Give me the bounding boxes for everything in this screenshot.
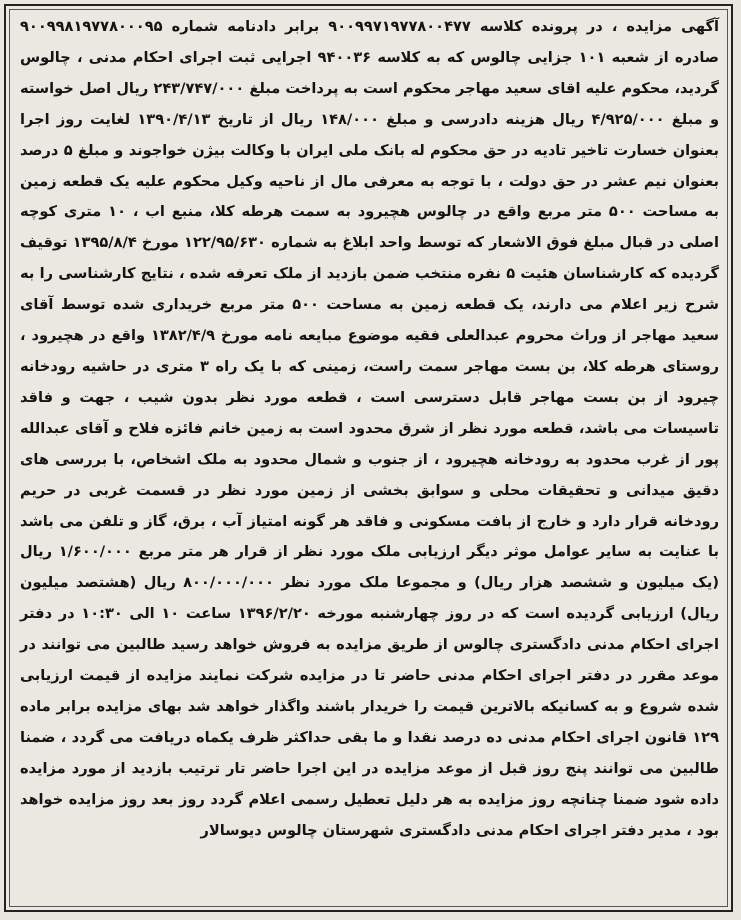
notice-frame [4, 4, 733, 912]
auction-notice-text: آگهی مزایده ، در پرونده کلاسه ۹۰۰۹۹۷۱۹۷۷۸۰۰۴۷۷ برابر دادنامه شماره ۹۰۰۹۹۸۱۹۷۷۸۰۰۰۹۵ صادره از شعبه ۱۰۱ جزایی چالوس که به کلاسه ۹۴۰۰۳۶ اجرایی ثبت اجرای احکام مدنی ، چالوس گردید، محکوم علیه اقای سعید مهاجر محکوم است به پرداخت مبلغ ۲۴۳/۷۴۷/۰۰۰ ریال اصل خواسته و مبلغ ۴/۹۲۵/۰۰۰ ریال هزینه دادرسی و مبلغ ۱۴۸/۰۰۰ ریال از تاریخ ۱۳۹۰/۴/۱۳ لغایت روز اجرا بعنوان خسارت تاخیر تادیه در حق محکوم له بانک ملی ایران با وکالت بیژن خواجوند و مبلغ ۵ درصد بعنوان نیم عشر در حق دولت ، با توجه به معرفی مال از ناحیه وکیل محکوم علیه یک قطعه زمین به مساحت ۵۰۰ متر مربع واقع در چالوس هچیرود به سمت هرطه کلا، منبع اب ، ۱۰ متری کوچه اصلی در قبال مبلغ فوق الاشعار که توسط واحد ابلاغ به شماره ۱۲۲/۹۵/۶۳۰ مورخ ۱۳۹۵/۸/۴ توقیف گردیده که کارشناسان هئیت ۵ نفره منتخب ضمن بازدید از ملک تعرفه شده ، نتایج کارشناسی را به شرح زیر اعلام می دارند، یک قطعه زمین به مساحت ۵۰۰ متر مربع خریداری شده توسط آقای سعید مهاجر از وراث محروم عبدالعلی فقیه موضوع مبایعه نامه مورخ ۱۳۸۲/۴/۹ واقع در هچیرود ، روستای هرطه کلا، بن بست مهاجر سمت راست، زمینی که با یک راه ۳ متری در حاشیه رودخانه چیرود از بن بست مهاجر قابل دسترسی است ، قطعه مورد نظر بدون شیب ، جهت و فاقد تاسیسات می باشد، قطعه مورد نظر از شرق محدود است به زمین خانم فائزه فلاح و آقای عبدالله پور از غرب محدود به رودخانه هچیرود ، از جنوب و شمال محدود به ملک اشخاص، با بررسی های دقیق میدانی و تحقیقات محلی و سوابق بخشی از زمین مورد نظر در قسمت غربی در حریم رودخانه قرار دارد و خارج از بافت مسکونی و فاقد هر گونه امتیاز آب ، برق، گاز و تلفن می باشد با عنایت به سایر عوامل موثر دیگر ارزیابی ملک مورد نظر از قرار هر متر مربع ۱/۶۰۰/۰۰۰ ریال (یک میلیون و ششصد هزار ریال) و مجموعا ملک مورد نظر ۸۰۰/۰۰۰/۰۰۰ ریال (هشتصد میلیون ریال) ارزیابی گردیده است که در روز چهارشنبه مورخه ۱۳۹۶/۲/۲۰ ساعت ۱۰ الی ۱۰:۳۰ در دفتر اجرای احکام مدنی دادگستری چالوس از طریق مزایده به فروش خواهد رسید طالبین می توانند در موعد مقرر در دفتر اجرای احکام مدنی حاضر تا در مزایده شرکت نمایند مزایده از قیمت ارزیابی شده شروع و به کسانیکه بالاترین قیمت را خریدار باشند واگذار خواهد شد بهای مزایده برابر ماده ۱۲۹ قانون اجرای احکام مدنی ده درصد نقدا و ما بقی حداکثر ظرف یکماه دریافت می گردد ، ضمنا طالبین می توانند پنج روز قبل از موعد مزایده در این اجرا حاضر تار ترتیب بازدید از مورد مزایده داده شود ضمنا چنانچه روز مزایده به هر دلیل تعطیل رسمی اعلام گردد روز بعد روز مزایده خواهد بود ، مدیر دفتر اجرای احکام مدنی دادگستری شهرستان چالوس دیوسالار [20, 18, 720, 839]
